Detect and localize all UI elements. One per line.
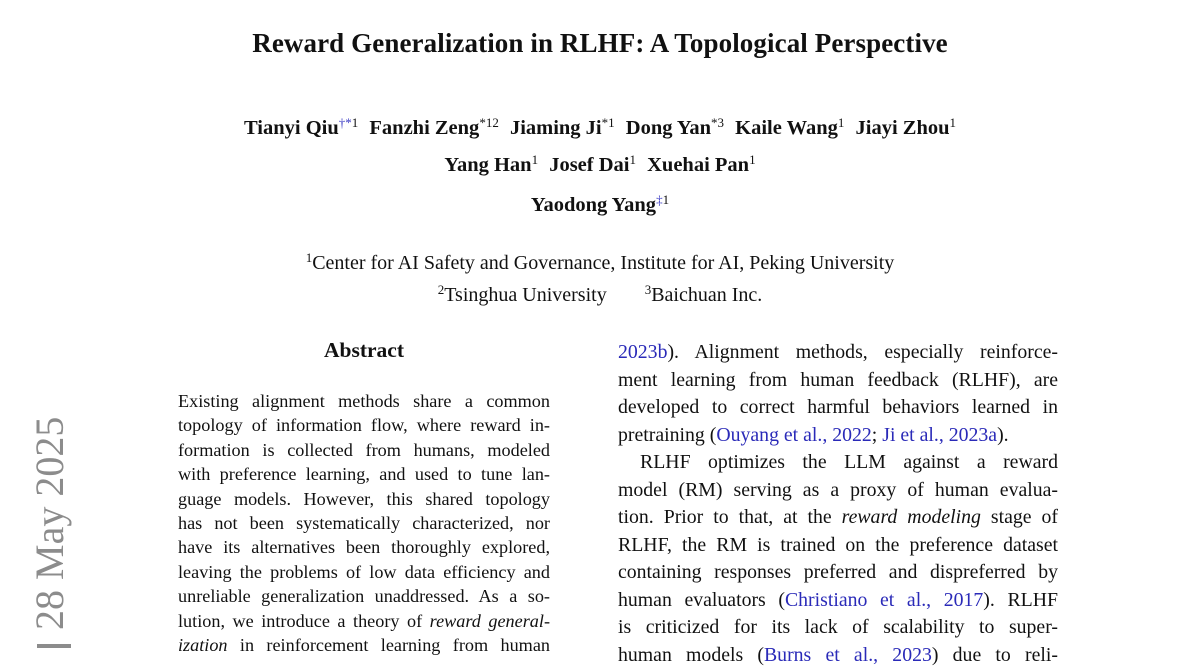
author-row-1	[0, 115, 1200, 141]
body-line: tion. Prior to that, at the reward modeling stage of	[618, 504, 1058, 532]
abstract-line: leaving the problems of low data efficiency and	[178, 560, 550, 584]
abstract-line: has not been systematically characterized, nor	[178, 511, 550, 535]
arxiv-side-stamp	[30, 417, 71, 648]
body-line: is criticized for its lack of scalability to super-	[618, 614, 1058, 642]
author: Dong Yan$^{*3}$	[626, 117, 724, 139]
author: Josef Dai$^1$	[549, 154, 636, 176]
abstract-line: topology of information flow, where reward in-	[178, 413, 550, 437]
author-row-2	[0, 152, 1200, 178]
affiliation-1: $^1$Center for AI Safety and Governance, Institute for AI, Peking University	[0, 250, 1200, 276]
abstract-line: formation is collected from humans, modeled	[178, 438, 550, 462]
body-line: human models (Burns et al., 2023) due to reli-	[618, 642, 1058, 669]
abstract-heading: Abstract	[178, 338, 550, 363]
author-row-3	[0, 192, 1200, 218]
body-line: ment learning from human feedback (RLHF), are	[618, 367, 1058, 395]
body-line: pretraining (Ouyang et al., 2022; Ji et al., 2023a).	[618, 422, 1058, 450]
citation-link[interactable]: 2023b	[618, 341, 667, 363]
stamp-divider	[37, 644, 71, 648]
author: Yang Han$^1$	[444, 154, 538, 176]
affiliation-2-3: $^2$Tsinghua University $^3$Baichuan Inc.	[0, 282, 1200, 308]
author: Jiayi Zhou$^1$	[856, 117, 957, 139]
citation-link[interactable]: Ji et al., 2023a	[882, 424, 997, 446]
author: Fanzhi Zeng$^{*12}$	[369, 117, 498, 139]
body-line: RLHF optimizes the LLM against a reward	[618, 449, 1058, 477]
body-line: human evaluators (Christiano et al., 2017). RLHF	[618, 587, 1058, 615]
body-line: developed to correct harmful behaviors learned in	[618, 394, 1058, 422]
author: Xuehai Pan$^1$	[647, 154, 755, 176]
citation-link[interactable]: Christiano et al., 2017	[785, 589, 983, 611]
abstract-line: Existing alignment methods share a common	[178, 389, 550, 413]
paper-title: Reward Generalization in RLHF: A Topological Perspective	[0, 28, 1200, 59]
author: Tianyi Qiu$^{\dagger*1}$	[244, 117, 358, 139]
abstract-body	[178, 389, 550, 657]
abstract-line: unreliable generalization unaddressed. As a so-	[178, 584, 550, 608]
abstract-line: guage models. However, this shared topology	[178, 487, 550, 511]
abstract-line: lution, we introduce a theory of reward general-	[178, 609, 550, 633]
right-column-body	[618, 339, 1058, 669]
author: Yaodong Yang$^{\ddagger 1}$	[531, 194, 669, 216]
citation-link[interactable]: Ouyang et al., 2022	[716, 424, 871, 446]
abstract-line: have its alternatives been thoroughly explored,	[178, 535, 550, 559]
body-line: 2023b). Alignment methods, especially reinforce-	[618, 339, 1058, 367]
body-line: model (RM) serving as a proxy of human evalua-	[618, 477, 1058, 505]
body-line: RLHF, the RM is trained on the preference dataset	[618, 532, 1058, 560]
author: Kaile Wang$^1$	[735, 117, 844, 139]
author: Jiaming Ji$^{*1}$	[510, 117, 615, 139]
arxiv-date: 28 May 2025	[27, 417, 72, 630]
abstract-line: with preference learning, and used to tune lan-	[178, 462, 550, 486]
citation-link[interactable]: Burns et al., 2023	[764, 644, 932, 666]
body-line: containing responses preferred and dispreferred by	[618, 559, 1058, 587]
abstract-line: ization in reinforcement learning from human	[178, 633, 550, 657]
